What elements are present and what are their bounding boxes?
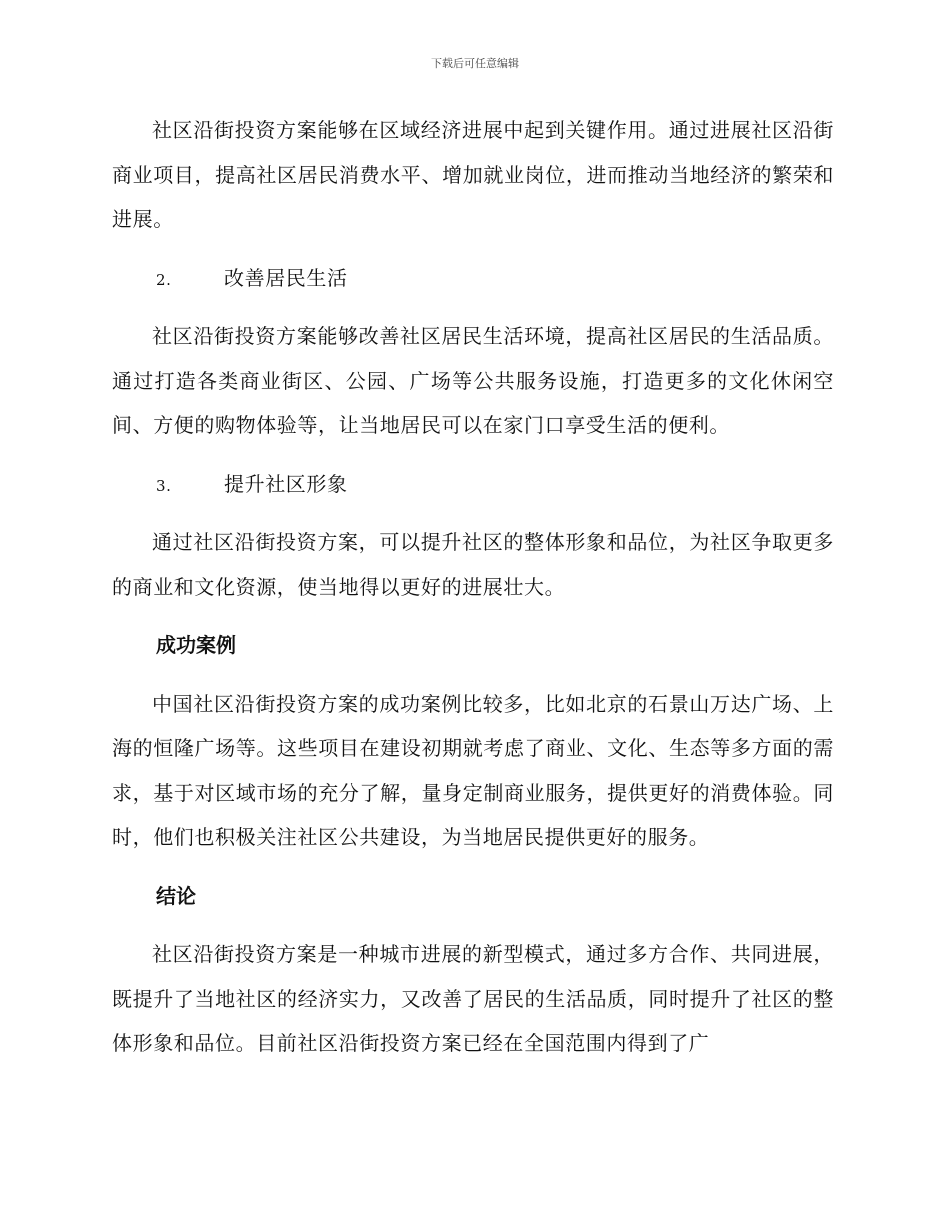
paragraph-success-cases: 中国社区沿街投资方案的成功案例比较多，比如北京的石景山万达广场、上海的恒隆广场等。这些项目在建设初期就考虑了商业、文化、生态等多方面的需求，基于对区域市场的充分了解，量身定制商业服务，提供更好的消费体验。同时，他们也积极关注社区公共建设，为当地居民提供更好的服务。	[112, 691, 834, 849]
spacer	[112, 448, 834, 462]
paragraph-improve-life: 社区沿街投资方案能够改善社区居民生活环境，提高社区居民的生活品质。通过打造各类商业街区、公园、广场等公共服务设施，打造更多的文化休闲空间、方便的购物体验等，让当地居民可以在家门口享受生活的便利。	[112, 324, 834, 437]
spacer	[112, 668, 834, 682]
spacer	[112, 860, 834, 874]
spacer	[112, 609, 834, 623]
document-body	[112, 108, 834, 1066]
paragraph-conclusion: 社区沿街投资方案是一种城市进展的新型模式，通过多方合作、共同进展，既提升了当地社区的经济实力，又改善了居民的生活品质，同时提升了社区的整体形象和品位。目前社区沿街投资方案已经在全国范围内得到了广	[112, 942, 834, 1055]
paragraph-economic-role: 社区沿街投资方案能够在区域经济进展中起到关键作用。通过进展社区沿街商业项目，提高社区居民消费水平、增加就业岗位，进而推动当地经济的繁荣和进展。	[112, 118, 834, 231]
list-number: 2.	[156, 270, 172, 289]
paragraph-community-image: 通过社区沿街投资方案，可以提升社区的整体形象和品位，为社区争取更多的商业和文化资源，使当地得以更好的进展壮大。	[112, 530, 834, 599]
section-heading-success-cases: 成功案例	[156, 633, 236, 657]
page-header-note: 下载后可任意编辑	[431, 57, 519, 70]
section-heading-conclusion: 结论	[156, 883, 196, 908]
spacer	[112, 918, 834, 932]
list-title: 改善居民生活	[224, 265, 348, 290]
list-item-community-image	[112, 462, 834, 507]
spacer	[112, 506, 834, 520]
list-number: 3.	[156, 476, 172, 495]
list-title: 提升社区形象	[224, 471, 348, 496]
list-item-improve-life	[112, 256, 834, 301]
spacer	[112, 300, 834, 314]
spacer	[112, 242, 834, 256]
